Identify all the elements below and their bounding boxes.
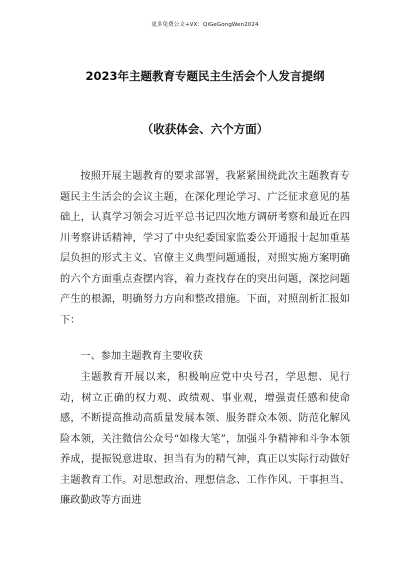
- document-title: 2023年主题教育专题民主生活会个人发言提纲: [85, 69, 325, 83]
- intro-paragraph: 按照开展主题教育的要求部署，我紧紧围绕此次主题教育专题民主生活会的会议主题，在深化理论学习、广泛征求意见的基础上，认真学习领会习近平总书记四次地方调研考察和最近在四川考察讲话精神，学习了中央纪委国家监委公开通报十起加重基层负担的形式主义、官僚主义典型问题通报，对照实施方案明确的六个方面重点查摆内容，着力查找存在的突出问题，深挖问题产生的根源，明确努力方向和整改措施。下面，对照剖析汇报如下：: [60, 171, 350, 326]
- document-subtitle: （收获体会、六个方面）: [141, 122, 269, 136]
- section-one-paragraph: 主题教育开展以来，积极响应党中央号召，学思想、见行动，树立正确的权力观、政绩观、事业观，增强责任感和使命感，不断提高推动高质量发展本领、服务群众本领、防范化解风险本领，关注微信公众号“如椽大笔”，加强斗争精神和斗争本领养成，提振锐意进取、担当有为的精气神，真正以实际行动做好主题教育工作。对思想政治、理想信念、工作作风、干事担当、廉政勤政等方面进: [60, 372, 350, 506]
- header-note: 更多免费公文+VX：QiGeGongWen2024: [151, 22, 259, 28]
- section-one-heading: 一、参加主题教育主要收获: [80, 351, 203, 362]
